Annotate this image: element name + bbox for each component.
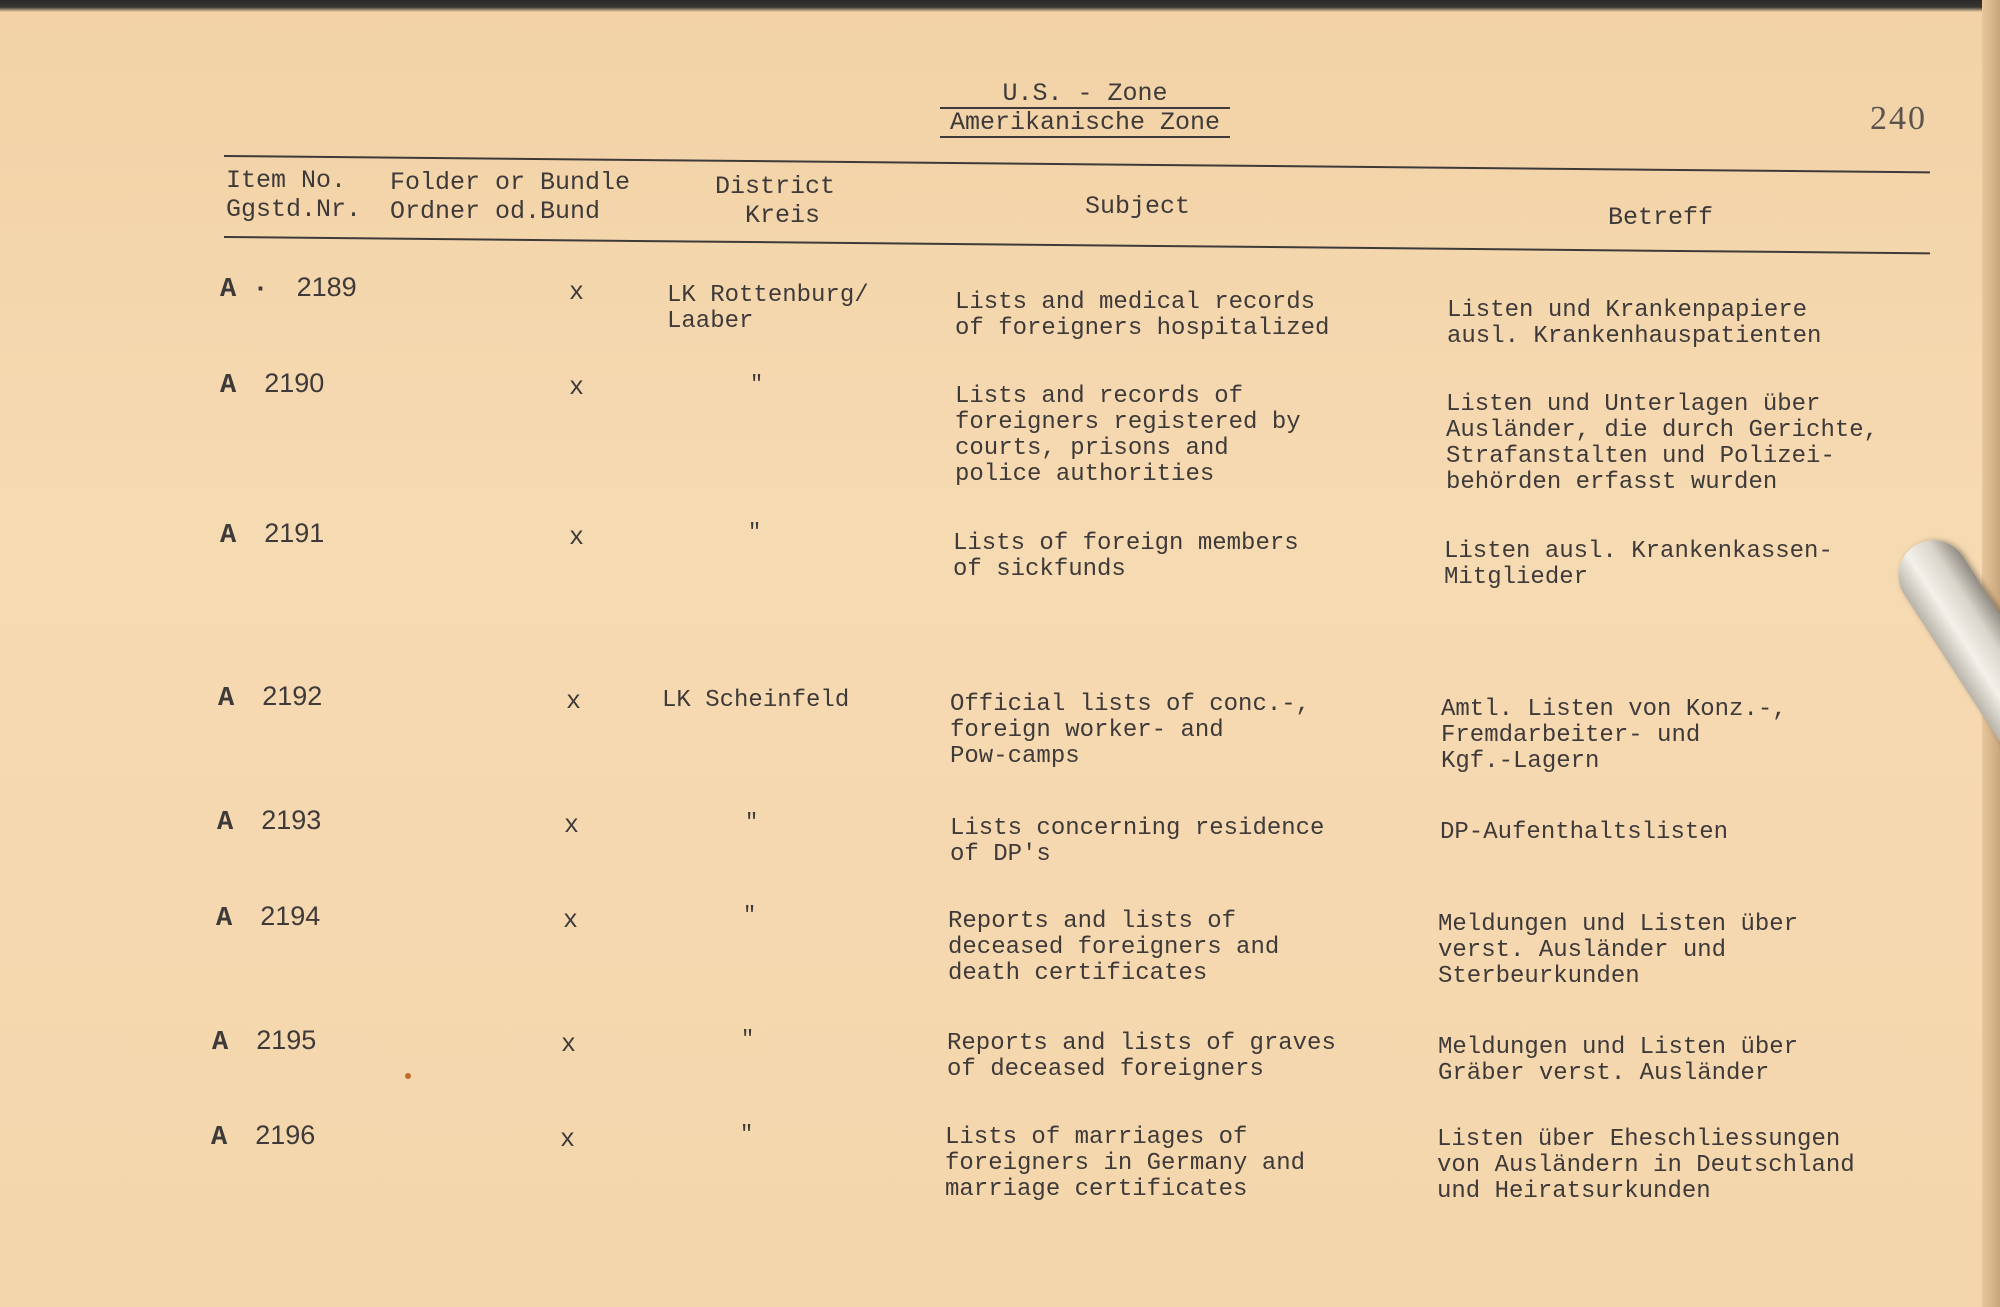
bundle-mark: x [564,811,580,840]
table-row-item-no [220,520,324,549]
column-header-district: District Kreis [715,172,836,230]
paper-speck [405,1073,411,1079]
table-row-item-no [212,1027,316,1056]
betreff-cell: Listen und Krankenpapiere ausl. Krankenhauspatienten [1447,297,1822,350]
bundle-mark: x [560,1125,576,1154]
bundle-mark: x [569,523,585,552]
district-ditto: " [743,903,757,928]
betreff-cell: Listen und Unterlagen über Ausländer, die durch Gerichte, Strafanstalten und Polizei- behörden erfasst wurden [1446,391,1879,496]
bundle-mark: x [566,687,582,716]
table-row-item-no [216,903,320,932]
subject-cell: Reports and lists of deceased foreigners and death certificates [948,908,1280,987]
bundle-mark: x [569,373,585,402]
header-bottom-rule [224,236,1930,254]
district-cell: LK Scheinfeld [662,687,850,714]
district-ditto: " [745,810,759,835]
betreff-cell: Amtl. Listen von Konz.-, Fremdarbeiter- und Kgf.-Lagern [1441,696,1787,775]
subject-cell: Official lists of conc.-, foreign worker- and Pow-camps [950,691,1311,770]
table-row-item-no [218,683,322,712]
zone-title-german: Amerikanische Zone [940,109,1230,138]
betreff-cell: Listen ausl. Krankenkassen- Mitglieder [1444,538,1833,591]
item-prefix: A [212,1028,229,1058]
district-ditto: " [741,1027,755,1052]
subject-cell: Lists of marriages of foreigners in Germany and marriage certificates [945,1124,1306,1203]
item-number: 2192 [262,681,323,711]
item-prefix: A [217,808,234,838]
table-row-item-no [220,274,357,303]
subject-cell: Reports and lists of graves of deceased foreigners [947,1030,1336,1083]
item-number: 2196 [255,1120,316,1150]
item-prefix: A [220,371,237,401]
item-prefix: A · [220,275,269,305]
betreff-cell: Listen über Eheschliessungen von Ausländern in Deutschland und Heiratsurkunden [1437,1126,1855,1205]
betreff-cell: DP-Aufenthaltslisten [1440,819,1729,846]
subject-cell: Lists and records of foreigners registered by courts, prisons and police authorities [955,383,1301,488]
item-number: 2195 [256,1025,317,1055]
item-prefix: A [211,1123,228,1153]
table-row-item-no [220,370,324,399]
column-header-betreff: Betreff [1608,203,1714,232]
item-prefix: A [216,904,233,934]
district-cell: LK Rottenburg/ Laaber [667,282,869,335]
subject-cell: Lists concerning residence of DP's [950,815,1325,868]
page-number: 240 [1870,100,1927,137]
subject-cell: Lists of foreign members of sickfunds [953,530,1299,583]
table-row-item-no [217,807,321,836]
zone-title [940,80,1230,138]
page-top-edge [0,0,2000,12]
bundle-mark: x [569,278,585,307]
item-number: 2194 [260,901,321,931]
betreff-cell: Meldungen und Listen über verst. Ausländer und Sterbeurkunden [1438,911,1799,990]
item-prefix: A [220,521,237,551]
table-row-item-no [211,1122,315,1151]
bundle-mark: x [563,906,579,935]
item-number: 2191 [264,518,325,548]
column-header-folder-bundle: Folder or Bundle Ordner od.Bund [390,168,631,226]
district-ditto: " [750,372,764,397]
column-header-subject: Subject [1085,192,1191,221]
column-header-item-no: Item No. Ggstd.Nr. [226,166,362,224]
district-ditto: " [748,520,762,545]
betreff-cell: Meldungen und Listen über Gräber verst. Ausländer [1438,1034,1799,1087]
item-number: 2190 [264,368,325,398]
bundle-mark: x [561,1030,577,1059]
subject-cell: Lists and medical records of foreigners hospitalized [955,289,1330,342]
zone-title-english: U.S. - Zone [940,80,1230,109]
item-prefix: A [218,684,235,714]
district-ditto: " [740,1122,754,1147]
item-number: 2189 [296,272,357,302]
item-number: 2193 [261,805,322,835]
